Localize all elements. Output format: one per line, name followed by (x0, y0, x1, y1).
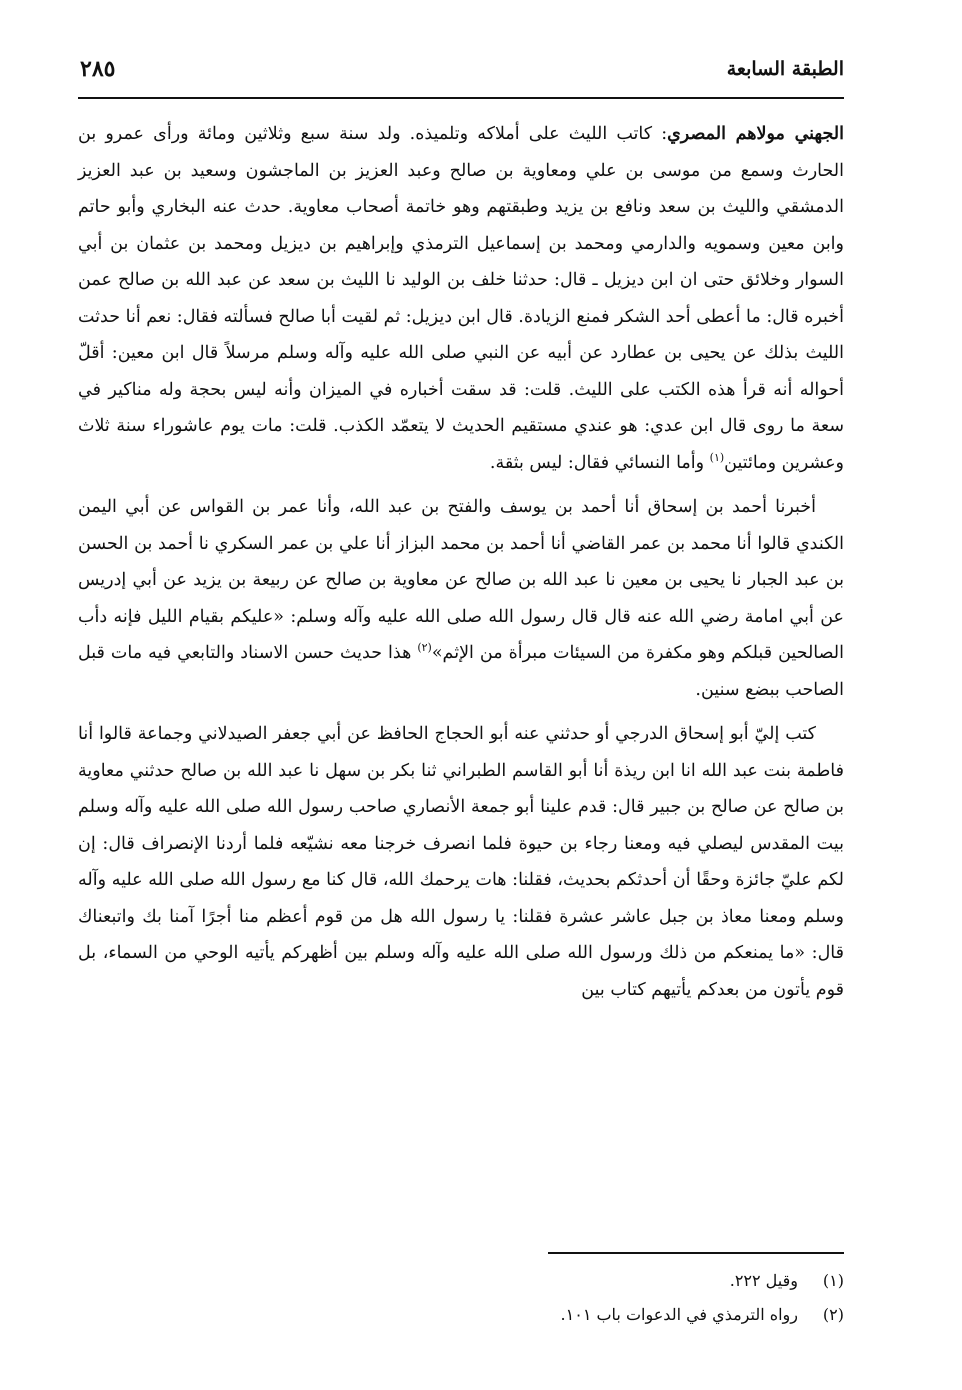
footnote (78, 1298, 844, 1332)
paragraph-text-end: وأما النسائي فقال: ليس بثقة. (489, 452, 710, 473)
footnote-separator (548, 1252, 844, 1254)
footnotes (78, 1264, 844, 1332)
header-rule (78, 97, 844, 99)
footnote-reference: (٢) (417, 641, 432, 655)
paragraph-text: كتب إليّ أبو إسحاق الدرجي أو حدثني عنه أبو الحجاج الحافظ عن أبي جعفر الصيدلاني وجماعة قالوا أنا فاطمة بنت عبد الله انا ابن ريذة أنا أبو القاسم الطبراني ثنا بكر بن سهل نا عبد الله بن صالح حدثني معاوية بن صالح عن صالح بن جبير قال: قدم علينا أبو جمعة الأنصاري صاحب رسول الله صلى الله عليه وآله وسلم بيت المقدس ليصلي فيه ومعنا رجاء بن حيوة فلما انصرف خرجنا معه نشيّعه فلما أردنا الإنصراف قال: إن لكم عليّ جائزة وحقًا أن أحدثكم بحديث، فقلنا: هات يرحمك الله، قال كنا مع رسول الله صلى الله عليه وآله وسلم ومعنا معاذ بن جبل عاشر عشرة فقلنا: يا رسول الله هل من قوم أعظم منا أجرًا آمنا بك واتبعناك قال: «ما يمنعكم من ذلك ورسول الله صلى الله عليه وآله وسلم بين أظهركم يأتيه الوحي من السماء، بل قوم يأتون من بعدكم يأتيهم كتاب بين (78, 724, 844, 1000)
paragraph-text-end: هذا حديث حسن الاسناد والتابعي فيه مات قبل الصاحب ببضع سنين. (78, 643, 844, 700)
running-title: الطبقة السابعة (726, 58, 844, 80)
running-header (80, 56, 844, 92)
paragraph-hadith-isnad (78, 489, 844, 708)
paragraph-biography (78, 116, 844, 481)
footnote-reference: (١) (709, 450, 725, 464)
paragraph-text: : كاتب الليث على أملاكه وتلميذه. ولد سنة سبع وثلاثين ومائة ورأى عمرو بن الحارث وسمع من موسى بن علي ومعاوية بن صالح وعبد العزيز بن الماجشون وسعيد بن عبد العزيز الدمشقي والليث بن سعد ونافع بن يزيد وطبقتهم وهو خاتمة أصحاب معاوية. حدث عنه البخاري وأبو حاتم وابن معين وسمويه والدارمي ومحمد بن إسماعيل الترمذي وإبراهيم بن ديزيل ومحمد بن عثمان بن أبي السوار وخلائق حتى ان ابن ديزيل ـ قال: حدثنا خلف بن الوليد نا الليث بن سعد عن عبد الله بن صالح عمن أخبره قال: ما أعطى أحد الشكر فمنع الزيادة. قال ابن ديزيل: ثم لقيت أبا صالح فسألته فقال: نعم أنا حدثت الليث بذلك عن يحيى بن عطارد عن أبيه عن النبي صلى الله عليه وآله وسلم مرسلاً قال ابن معين: أقلّ أحواله أنه قرأ هذه الكتب على الليث. قلت: قد سقت أخباره في الميزان وأنه ليس بحجة وله مناكير في سعة ما روى قال ابن عدي: هو عندي مستقيم الحديث لا يتعمّد الكذب. قلت: مات يوم عاشوراء سنة ثلاث وعشرين ومائتين (78, 124, 844, 473)
paragraph-hadith-narration (78, 716, 844, 1008)
footnote (78, 1264, 844, 1298)
paragraph-text: أخبرنا أحمد بن إسحاق أنا أحمد بن يوسف والفتح بن عبد الله، وأنا عمر بن القواس عن أبي اليمن الكندي قالوا أنا محمد بن عمر القاضي أنا أحمد بن محمد البزاز أنا علي بن عمر السكري نا أحمد بن الحسن بن عبد الجبار نا يحيى بن معين نا عبد الله بن صالح عن معاوية بن صالح عن ربيعة بن يزيد عن أبي إدريس عن أبي امامة رضي الله عنه قال قال رسول الله صلى الله عليه وآله وسلم: «عليكم بقيام الليل فإنه دأب الصالحين قبلكم وهو مكفرة من السيئات مبرأة من الإثم» (78, 497, 844, 663)
footnote-text: وقيل ٢٢٢. (729, 1271, 798, 1290)
footnote-number: (٢) (822, 1305, 844, 1324)
footnote-text: رواه الترمذي في الدعوات باب ١٠١. (560, 1305, 798, 1324)
subject-name: الجهني مولاهم المصري (667, 124, 844, 144)
footnote-number: (١) (822, 1271, 844, 1290)
main-text (78, 116, 844, 1008)
page-number: ٢٨٥ (80, 56, 116, 82)
